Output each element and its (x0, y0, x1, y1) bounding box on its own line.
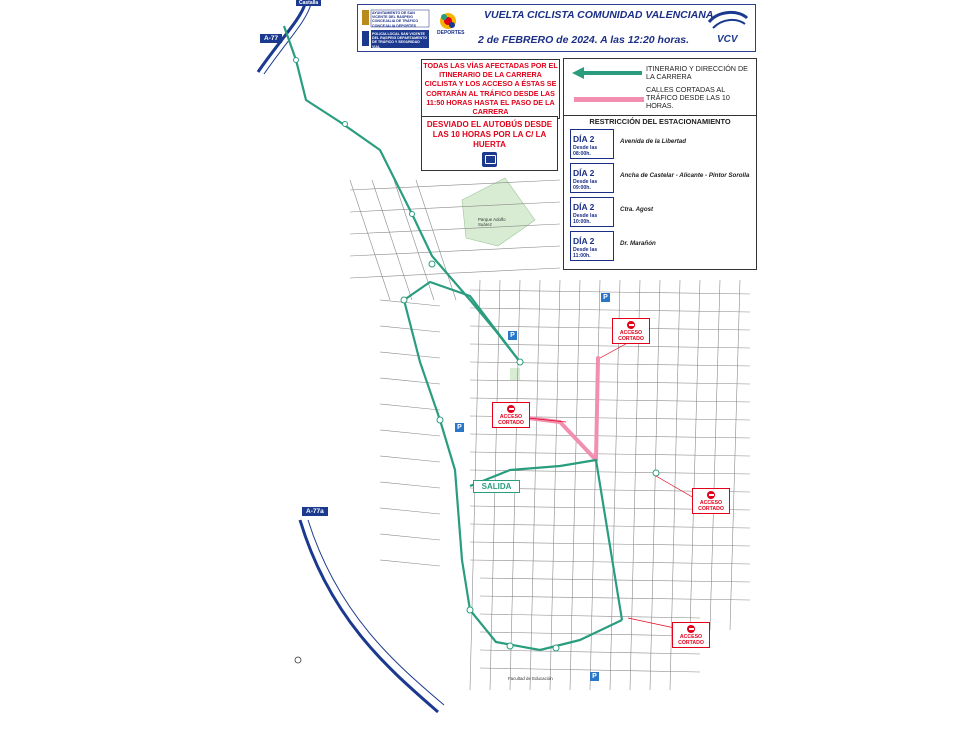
restriction-sign (570, 231, 614, 261)
no-entry-icon (687, 625, 695, 633)
street (380, 378, 440, 384)
restriction-sign (570, 197, 614, 227)
street (372, 180, 412, 300)
bus-notice: DESVIADO EL AUTOBÚS DESDE LAS 10 HORAS POR LA C/ LA HUERTA (421, 116, 558, 171)
legend-closed-label: CALLES CORTADAS AL TRÁFICO DESDE LAS 10 HORAS. (646, 85, 730, 110)
legend-route-label: ITINERARIO Y DIRECCIÓN DE LA CARRERA (646, 64, 748, 81)
road-label-castalla: Castalla (296, 0, 321, 6)
restriction-street: Ancha de Castelar - Alicante - Pintor Sorolla (620, 172, 750, 179)
sign-day: DÍA 2 (573, 168, 595, 178)
street (380, 404, 440, 410)
restriction-row (570, 129, 750, 159)
street (470, 452, 750, 456)
street (350, 246, 560, 256)
street (470, 362, 750, 366)
park-label: Parque Adolfo Suárez (478, 217, 506, 227)
no-entry-icon (507, 405, 515, 413)
street (470, 344, 750, 348)
restriction-sign (570, 163, 614, 193)
street (530, 280, 540, 690)
logo-policia-text: POLICIA LOCAL SAN VICENTE DEL RASPEIG DEPARTAMENTO DE TRÁFICO Y SEGURIDAD VIAL (372, 32, 428, 49)
access-cut-label: ACCESO CORTADO (498, 414, 524, 426)
vcv-logo (705, 8, 751, 48)
restriction-street: Dr. Marañón (620, 240, 656, 247)
street (350, 224, 560, 234)
sign-day: DÍA 2 (573, 202, 595, 212)
street (470, 308, 750, 312)
access-cut-label: ACCESO CORTADO (618, 330, 644, 342)
parking-icon: P (601, 293, 610, 302)
legend-box (563, 58, 757, 270)
parking-icon: P (508, 331, 517, 340)
access-cut-sign (672, 622, 710, 648)
street (416, 180, 456, 300)
restriction-street: Ctra. Agost (620, 206, 654, 213)
sign-day: DÍA 2 (573, 134, 595, 144)
street (480, 614, 700, 618)
street (570, 280, 580, 690)
access-cut-label: ACCESO CORTADO (678, 634, 704, 646)
street (470, 560, 750, 564)
legend-divider (564, 115, 756, 116)
street (380, 534, 440, 540)
access-cut-sign (492, 402, 530, 428)
street (380, 560, 440, 566)
logo-ayuntamiento-text: AYUNTAMIENTO DE SAN VICENTE DEL RASPEIG CONCEJALIA DE TRÁFICO CONCEJALIA DEPORTES (372, 11, 419, 28)
parking-restriction-title: RESTRICCIÓN DEL ESTACIONAMIENTO (589, 117, 731, 126)
page-title: VUELTA CICLISTA COMUNIDAD VALENCIANA (484, 9, 714, 21)
closure-notice: TODAS LAS VÍAS AFECTADAS POR EL ITINERARIO DE LA CARRERA CICLISTA Y LOS ACCESO A ÉSTAS SE CORTARÁN AL TRÁFICO DESDE LAS 11:50 HORAS HASTA EL PASO DE LA CARRERA (421, 59, 560, 119)
street (470, 290, 750, 294)
restriction-row (570, 163, 750, 193)
sign-time: Desde las 11:00h. (573, 247, 598, 259)
street (380, 508, 440, 514)
highway-a77a (300, 520, 438, 712)
street (730, 280, 740, 630)
sign-time: Desde las 09:00h. (573, 179, 598, 191)
restriction-row (570, 197, 750, 227)
restriction-sign (570, 129, 614, 159)
event-date: 2 de FEBRERO de 2024. A las 12:20 horas. (478, 34, 690, 46)
access-cut-label: ACCESO CORTADO (698, 500, 724, 512)
restriction-street: Avenida de la Libertad (620, 138, 687, 145)
street (470, 524, 750, 528)
street (380, 482, 440, 488)
header-box (357, 4, 756, 52)
road-label-a77: A-77 (260, 34, 282, 43)
bus-icon (482, 152, 497, 167)
street (394, 180, 434, 300)
north-arrow (295, 650, 301, 670)
street (550, 280, 560, 690)
access-cut-sign (612, 318, 650, 344)
sign-time: Desde las 08:00h. (573, 145, 598, 157)
vcv-logo-text: VCV (717, 34, 738, 45)
parking-icon: P (590, 672, 599, 681)
street (480, 650, 700, 654)
street (470, 326, 750, 330)
parking-icon: P (455, 423, 464, 432)
street (350, 180, 560, 190)
sign-time: Desde las 10:00h. (573, 213, 598, 225)
street (710, 280, 720, 630)
closed-streets (528, 358, 598, 460)
cut-pointers (528, 340, 694, 630)
restriction-row (570, 231, 750, 261)
no-entry-icon (707, 491, 715, 499)
road-label-a77a: A-77a (302, 507, 328, 516)
street (380, 352, 440, 358)
street (470, 380, 750, 384)
park-area (462, 178, 535, 246)
street (480, 596, 750, 600)
sign-day: DÍA 2 (573, 236, 595, 246)
no-entry-icon (627, 321, 635, 329)
closed-street-swatch (574, 97, 644, 102)
street (350, 180, 390, 300)
small-park (510, 368, 520, 380)
route-arrow-icon (572, 67, 644, 79)
street (380, 430, 440, 436)
street (590, 280, 600, 690)
street (350, 268, 560, 278)
street (380, 300, 440, 306)
start-label: SALIDA (473, 480, 520, 493)
logo-deportes-text: DEPORTES (437, 30, 465, 36)
street (470, 434, 750, 438)
street (380, 456, 440, 462)
access-cut-sign (692, 488, 730, 514)
street (650, 280, 660, 690)
faculty-label: Facultad de Educación (508, 676, 553, 681)
